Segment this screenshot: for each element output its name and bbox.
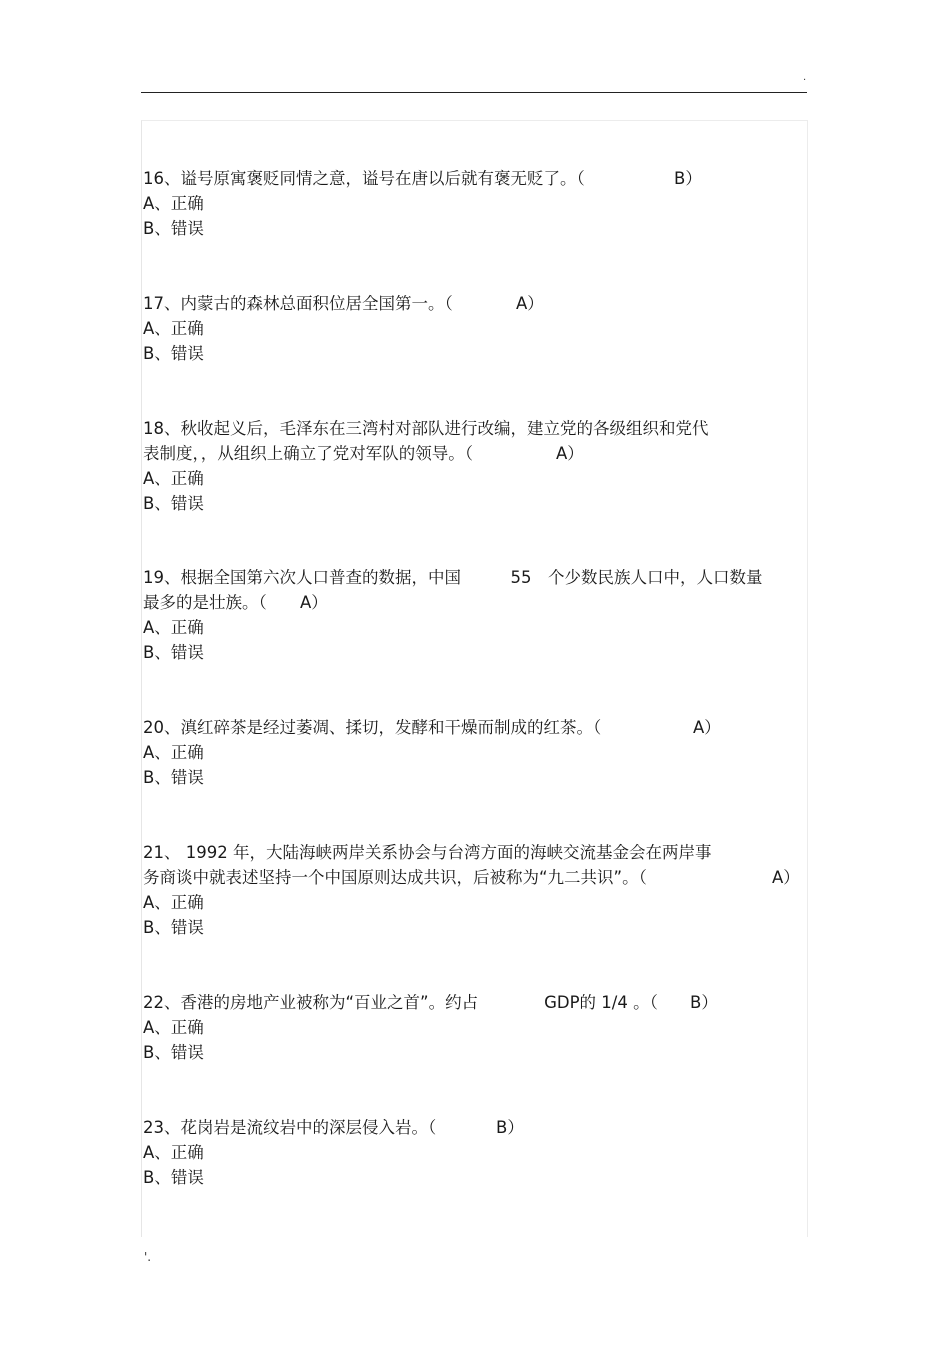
option-a: A、正确 [143,743,204,762]
option-a: A、正确 [143,618,204,637]
option-b: B、错误 [143,643,204,662]
answer-label: B） [674,169,702,188]
answer-label: A） [772,868,800,887]
option-b: B、错误 [143,344,204,363]
answer-label: B） [496,1118,524,1137]
question-text: 20、滇红碎茶是经过萎凋、揉切，发酵和干燥而制成的红茶。（ [143,718,602,737]
question-16 [143,166,803,241]
question-17 [143,291,803,366]
question-text-line [143,416,803,441]
question-19 [143,565,803,665]
question-23 [143,1115,803,1190]
question-text-line [143,166,803,191]
option-b: B、错误 [143,494,204,513]
question-text-line [143,590,803,615]
option-b: B、错误 [143,1168,204,1187]
question-text: 表制度，，从组织上确立了党对军队的领导。（ [143,444,473,463]
footer-mark: '. [144,1250,152,1264]
header-rule [141,92,807,93]
option-a: A、正确 [143,893,204,912]
answer-label: B） [690,993,718,1012]
question-text-line [143,840,803,865]
question-text-line [143,865,803,890]
option-a: A、正确 [143,469,204,488]
question-text-line [143,441,803,466]
answer-label: A） [516,294,544,313]
answer-label: A） [693,718,721,737]
option-a: A、正确 [143,1143,204,1162]
question-text-line [143,990,803,1015]
question-text: 22、香港的房地产业被称为“百业之首”。约占 GDP的 1/4 。（ [143,993,658,1012]
option-a: A、正确 [143,194,204,213]
question-text-line [143,291,803,316]
question-18 [143,416,803,516]
question-text: 务商谈中就表述坚持一个中国原则达成共识，后被称为“九二共识”。（ [143,868,647,887]
question-text-line [143,715,803,740]
answer-label: A） [556,444,584,463]
question-text-line [143,1115,803,1140]
question-text: 最多的是壮族。（ [143,593,267,612]
question-22 [143,990,803,1065]
option-a: A、正确 [143,319,204,338]
option-b: B、错误 [143,219,204,238]
option-b: B、错误 [143,768,204,787]
question-text: 16、谥号原寓褒贬同情之意，谥号在唐以后就有褒无贬了。（ [143,169,585,188]
question-20 [143,715,803,790]
option-b: B、错误 [143,918,204,937]
header-corner-mark: . [803,72,807,83]
question-text: 17、内蒙古的森林总面积位居全国第一。（ [143,294,453,313]
content-frame [141,120,808,1237]
question-text-line [143,565,803,590]
question-text: 19、根据全国第六次人口普查的数据，中国 55 个少数民族人口中，人口数量 [143,568,763,587]
answer-label: A） [300,593,328,612]
question-21 [143,840,803,940]
question-text: 21、 1992 年，大陆海峡两岸关系协会与台湾方面的海峡交流基金会在两岸事 [143,843,712,862]
option-a: A、正确 [143,1018,204,1037]
option-b: B、错误 [143,1043,204,1062]
question-text: 18、秋收起义后，毛泽东在三湾村对部队进行改编，建立党的各级组织和党代 [143,419,709,438]
question-text: 23、花岗岩是流纹岩中的深层侵入岩。（ [143,1118,437,1137]
